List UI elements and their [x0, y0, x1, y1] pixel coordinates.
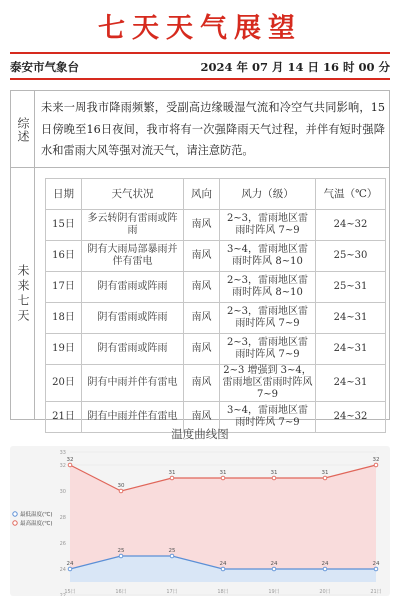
low-temp-value-label: 24	[270, 561, 278, 567]
cell-temp: 24~32	[316, 210, 386, 241]
header-wind-force: 风力（级）	[220, 179, 316, 210]
cell-date: 20日	[46, 365, 82, 402]
low-temp-value-label: 24	[321, 561, 329, 567]
cell-wind-force: 2~3，雷雨地区雷雨时阵风 7~9	[220, 210, 316, 241]
high-temp-value-label: 31	[321, 470, 329, 476]
cell-date: 19日	[46, 334, 82, 365]
issue-time: 2024 年 07 月 14 日 16 时 00 分	[200, 60, 390, 74]
low-temp-point	[323, 567, 327, 571]
chart-title: 温度曲线图	[171, 427, 229, 441]
low-temp-point	[68, 567, 72, 571]
x-tick-label: 16日	[115, 589, 127, 595]
low-temp-point	[374, 567, 378, 571]
y-tick-label: 22	[59, 593, 66, 596]
low-temp-point	[272, 567, 276, 571]
low-temp-point	[221, 567, 225, 571]
y-tick-label: 28	[59, 515, 66, 521]
legend-low-marker	[13, 512, 17, 516]
high-temp-point	[272, 476, 276, 480]
cell-wind-dir: 南风	[184, 402, 220, 433]
table-row	[46, 303, 386, 334]
cell-temp: 25~31	[316, 272, 386, 303]
legend-high-marker	[13, 521, 17, 525]
cell-weather: 阴有中雨并伴有雷电	[82, 402, 184, 433]
x-tick-label: 15日	[64, 589, 76, 595]
cell-wind-dir: 南风	[184, 334, 220, 365]
legend-high-label: 最高温度(℃)	[20, 521, 53, 527]
cell-wind-force: 2~3，雷雨地区雷雨时阵风 8~10	[220, 272, 316, 303]
x-tick-label: 21日	[370, 589, 382, 595]
cell-temp: 24~31	[316, 365, 386, 402]
x-tick-label: 17日	[166, 589, 178, 595]
summary-text: 未来一周我市降雨频繁，受副高边缘暖湿气流和冷空气共同影响，15日傍晚至16日夜间，我市将有一次强降雨天气过程，并伴有短时强降水和雷雨大风等强对流天气，请注意防范。	[41, 101, 385, 157]
cell-wind-force: 2~3 增强到 3~4，雷雨地区雷雨时阵风 7~9	[220, 365, 316, 402]
cell-wind-force: 3~4，雷雨地区雷雨时阵风 7~9	[220, 402, 316, 433]
header-wind-dir: 风向	[184, 179, 220, 210]
low-temp-value-label: 24	[219, 561, 227, 567]
table-row	[46, 334, 386, 365]
low-temp-value-label: 24	[372, 561, 380, 567]
page-title: 七天天气展望	[98, 13, 302, 44]
high-temp-point	[119, 489, 123, 493]
x-tick-label: 18日	[217, 589, 229, 595]
cell-date: 17日	[46, 272, 82, 303]
high-temp-point	[323, 476, 327, 480]
cell-weather: 阴有雷雨或阵雨	[82, 334, 184, 365]
header-weather: 天气状况	[82, 179, 184, 210]
low-temp-value-label: 25	[168, 548, 176, 554]
cell-wind-force: 3~4，雷雨地区雷雨时阵风 8~10	[220, 241, 316, 272]
cell-wind-dir: 南风	[184, 303, 220, 334]
table-row	[46, 272, 386, 303]
high-temp-point	[170, 476, 174, 480]
meta-rule	[10, 78, 390, 80]
cell-wind-force: 2~3，雷雨地区雷雨时阵风 7~9	[220, 334, 316, 365]
low-temp-point	[170, 554, 174, 558]
cell-wind-dir: 南风	[184, 241, 220, 272]
cell-weather: 阴有雷雨或阵雨	[82, 272, 184, 303]
cell-weather: 阴有大雨局部暴雨并伴有雷电	[82, 241, 184, 272]
table-header-row	[46, 179, 386, 210]
legend-low-label: 最低温度(℃)	[20, 512, 53, 518]
cell-temp: 24~31	[316, 334, 386, 365]
cell-wind-dir: 南风	[184, 272, 220, 303]
header-temp: 气温（℃）	[316, 179, 386, 210]
y-tick-label: 30	[59, 489, 66, 495]
forecast-table	[45, 178, 386, 433]
cell-temp: 25~30	[316, 241, 386, 272]
cell-weather: 阴有中雨并伴有雷电	[82, 365, 184, 402]
header-date: 日期	[46, 179, 82, 210]
high-temp-value-label: 31	[270, 470, 278, 476]
y-tick-label: 24	[59, 567, 66, 573]
high-temp-point	[68, 463, 72, 467]
cell-weather: 多云转阴有雷雨或阵雨	[82, 210, 184, 241]
high-temp-value-label: 31	[168, 470, 176, 476]
y-tick-label: 32	[59, 463, 66, 469]
cell-weather: 阴有雷雨或阵雨	[82, 303, 184, 334]
cell-wind-dir: 南风	[184, 365, 220, 402]
table-row	[46, 210, 386, 241]
high-temp-value-label: 30	[117, 483, 125, 489]
low-temp-value-label: 24	[66, 561, 74, 567]
table-row	[46, 365, 386, 402]
cell-date: 18日	[46, 303, 82, 334]
forecast-label: 未来七天	[11, 168, 35, 419]
title-rule	[10, 52, 390, 54]
low-temp-point	[119, 554, 123, 558]
table-row	[46, 241, 386, 272]
high-temp-value-label: 32	[66, 457, 74, 463]
y-tick-label: 26	[59, 541, 66, 547]
x-tick-label: 19日	[268, 589, 280, 595]
high-temp-point	[221, 476, 225, 480]
summary-label: 综述	[11, 91, 35, 168]
high-temp-value-label: 31	[219, 470, 227, 476]
cell-wind-dir: 南风	[184, 210, 220, 241]
agency-name: 泰安市气象台	[10, 60, 79, 74]
cell-temp: 24~32	[316, 402, 386, 433]
cell-date: 16日	[46, 241, 82, 272]
panel-divider	[11, 167, 389, 168]
cell-wind-force: 2~3，雷雨地区雷雨时阵风 7~9	[220, 303, 316, 334]
cell-date: 21日	[46, 402, 82, 433]
x-tick-label: 20日	[319, 589, 331, 595]
cell-temp: 24~31	[316, 303, 386, 334]
cell-date: 15日	[46, 210, 82, 241]
low-temp-value-label: 25	[117, 548, 125, 554]
temperature-chart	[10, 446, 390, 596]
forecast-panel	[10, 90, 390, 428]
header-meta	[10, 59, 390, 75]
high-temp-point	[374, 463, 378, 467]
y-tick-label: 33	[59, 450, 66, 456]
high-temp-value-label: 32	[372, 457, 380, 463]
